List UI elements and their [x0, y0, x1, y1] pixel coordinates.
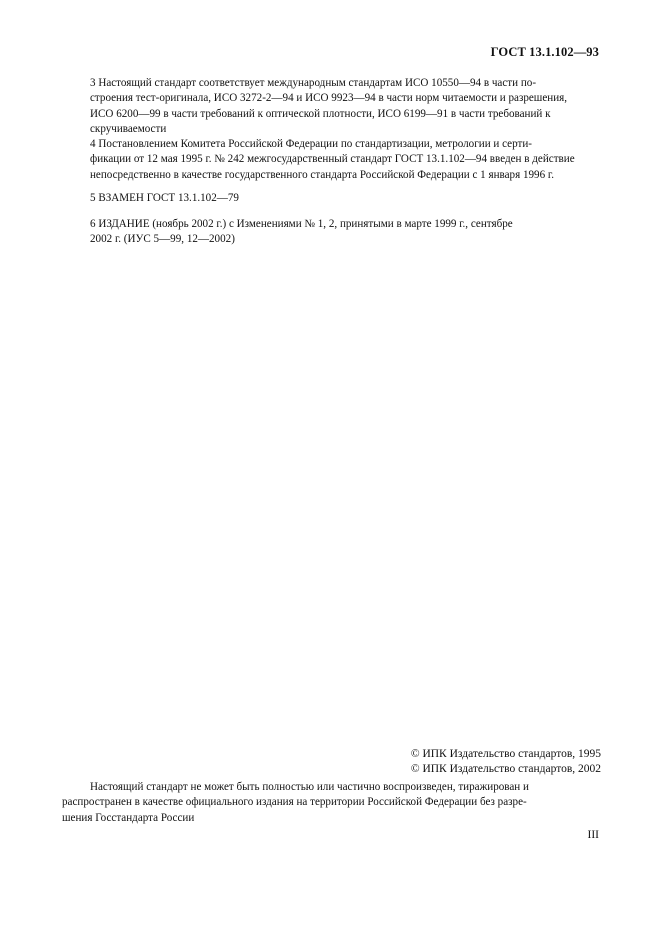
paragraph-line: непосредственно в качестве государственного стандарта Российской Федерации с 1 января 1996 г. — [90, 168, 554, 181]
paragraph-3-international-standards — [90, 76, 598, 138]
copyright-line-2002: © ИПК Издательство стандартов, 2002 — [410, 763, 601, 776]
notice-line: распространен в качестве официального издания на территории Российской Федерации без разре- — [62, 796, 527, 809]
reproduction-notice — [62, 780, 600, 826]
paragraph-line: фикации от 12 мая 1995 г. № 242 межгосударственный стандарт ГОСТ 13.1.102—94 введен в действие — [90, 153, 575, 166]
paragraph-line: 3 Настоящий стандарт соответствует международным стандартам ИСО 10550—94 в части по- — [90, 77, 537, 89]
paragraph-line: 2002 г. (ИУС 5—99, 12—2002) — [90, 233, 235, 246]
paragraph-line: 4 Постановлением Комитета Российской Федерации по стандартизации, метрологии и серти- — [90, 138, 532, 150]
page-number: III — [587, 829, 599, 841]
document-code-header: ГОСТ 13.1.102—93 — [490, 45, 599, 59]
paragraph-6-edition — [90, 217, 598, 248]
paragraph-line: 6 ИЗДАНИЕ (ноябрь 2002 г.) с Изменениями № 1, 2, принятыми в марте 1999 г., сентябре — [90, 218, 513, 230]
copyright-line-1995: © ИПК Издательство стандартов, 1995 — [410, 748, 601, 760]
copyright-block — [411, 747, 601, 778]
paragraph-5-replaces — [90, 191, 598, 206]
paragraph-line: скручиваемости — [90, 123, 167, 136]
notice-line: шения Госстандарта России — [62, 811, 195, 824]
notice-line: Настоящий стандарт не может быть полностью или частично воспроизведен, тиражирован и — [90, 781, 529, 793]
paragraph-line: ИСО 6200—99 в части требований к оптической плотности, ИСО 6199—91 в части требований к — [90, 107, 551, 120]
paragraph-4-enactment — [90, 137, 598, 183]
paragraph-line: 5 ВЗАМЕН ГОСТ 13.1.102—79 — [90, 192, 239, 204]
paragraph-line: строения тест-оригинала, ИСО 3272-2—94 и ИСО 9923—94 в части норм читаемости и разрешения, — [90, 92, 568, 105]
